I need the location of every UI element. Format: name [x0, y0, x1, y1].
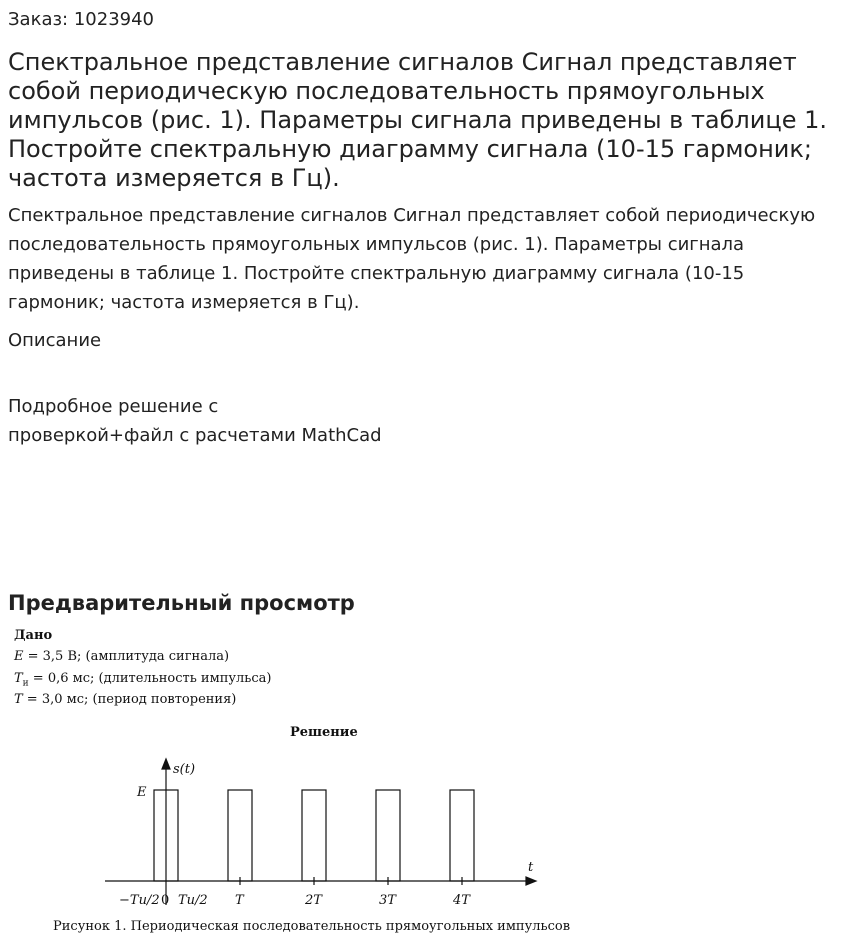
given-title: Дано	[14, 628, 53, 643]
amplitude-label: E	[137, 785, 147, 800]
tick-label-zero: 0	[161, 893, 170, 908]
y-axis-arrow	[162, 759, 170, 769]
tick-label-T: T	[235, 893, 244, 908]
pulse-4	[450, 790, 474, 881]
pulse-train-figure	[100, 755, 540, 915]
given-symbol: E	[14, 649, 24, 664]
pulse-3	[376, 790, 400, 881]
task-description: Спектральное представление сигналов Сигнал представляет собой периодическую последовательность прямоугольных импульсов (рис. 1). Параметры сигнала приведены в таблице 1. Постройте спектральную диаграмму сигнала (10-15 гармоник; частота измеряется в Гц).	[8, 205, 816, 313]
order-number: 1023940	[73, 9, 155, 30]
preview-heading: Предварительный просмотр	[8, 591, 355, 615]
description-text	[8, 392, 428, 450]
given-line-amplitude	[14, 646, 271, 668]
given-symbol: T	[14, 692, 23, 707]
x-axis-label: t	[528, 860, 534, 875]
description-line-1: Подробное решение с	[8, 396, 219, 417]
tick-label-half-pulse: Tи/2	[178, 893, 208, 908]
order-number-line	[8, 9, 154, 30]
solution-title: Решение	[290, 725, 358, 740]
figure-caption: Рисунок 1. Периодическая последовательность прямоугольных импульсов	[53, 919, 571, 934]
tick-label-3T: 3T	[379, 893, 396, 908]
page-title: Спектральное представление сигналов Сигнал представляет собой периодическую последовательность прямоугольных импульсов (рис. 1). Параметры сигнала приведены в таблице 1. Постройте спектральную диаграмму сигнала (10-15 гармоник; частота измеряется в Гц).	[8, 48, 827, 192]
given-block	[14, 625, 271, 711]
given-value: = 0,6 мс; (длительность импульса)	[28, 670, 272, 686]
tick-label-2T: 2T	[305, 893, 322, 908]
pulse-1	[228, 790, 252, 881]
pulse-2	[302, 790, 326, 881]
tick-label-4T: 4T	[453, 893, 470, 908]
given-line-duration	[14, 668, 271, 690]
given-subscript: и	[22, 678, 29, 689]
given-value: = 3,0 мс; (период повторения)	[22, 692, 237, 707]
given-value: = 3,5 В; (амплитуда сигнала)	[23, 649, 230, 664]
tick-label-neg-half-pulse: −Tи/2	[119, 893, 160, 908]
x-axis-arrow	[526, 877, 536, 885]
given-line-period	[14, 689, 271, 711]
description-line-2: проверкой+файл с расчетами MathCad	[8, 425, 382, 446]
order-label: Заказ:	[8, 9, 69, 30]
description-heading: Описание	[8, 330, 102, 351]
given-symbol: T	[14, 670, 23, 686]
y-axis-label: s(t)	[173, 762, 196, 777]
